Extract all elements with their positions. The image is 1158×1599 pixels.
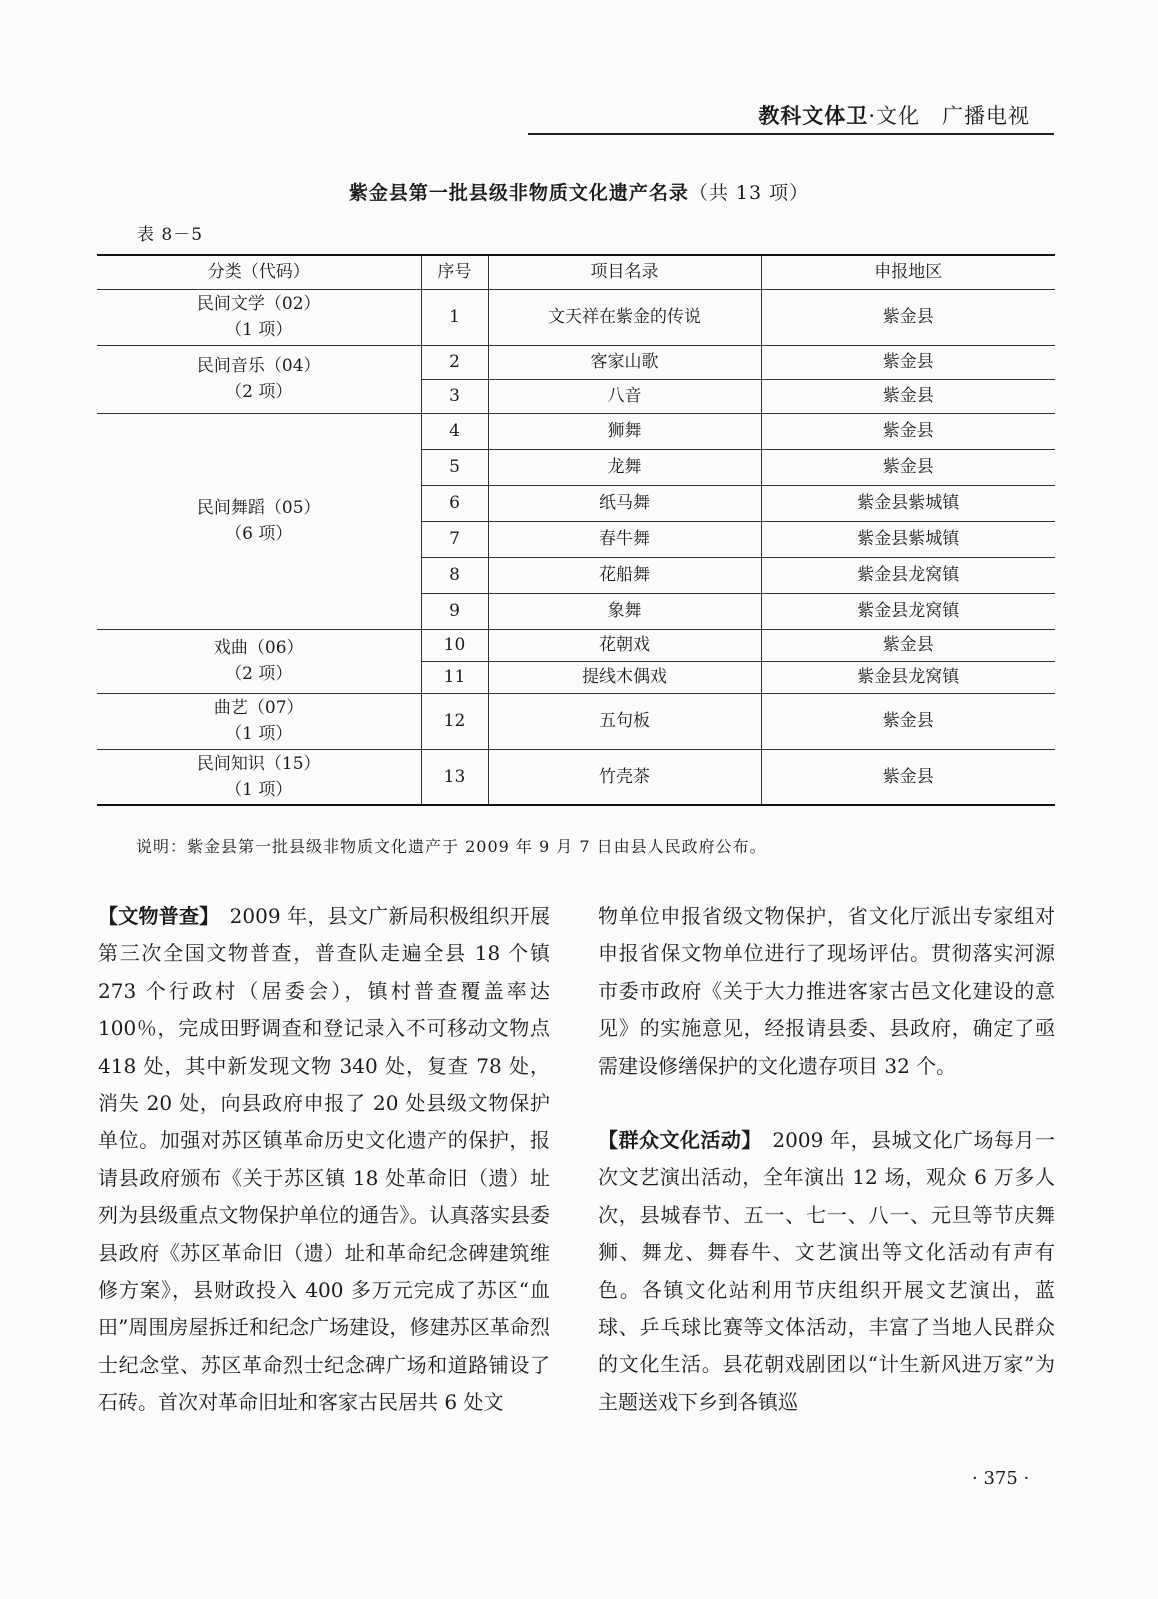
header-subsection: ·文化 广播电视 [868, 104, 1030, 128]
region-cell: 紫金县 [761, 449, 1055, 485]
number-cell: 9 [421, 593, 488, 629]
item-cell: 花船舞 [488, 557, 761, 593]
category-count: （6 项） [225, 524, 293, 544]
region-cell: 紫金县龙窝镇 [761, 593, 1055, 629]
number-cell: 1 [421, 289, 488, 345]
item-cell: 五句板 [488, 693, 761, 749]
table-caption-suffix: （共 13 项） [688, 182, 810, 204]
col-header-category: 分类（代码） [97, 255, 421, 289]
header-rule [528, 133, 1054, 135]
category-cell [97, 629, 421, 693]
article-column-right [598, 898, 1055, 1421]
region-cell: 紫金县紫城镇 [761, 485, 1055, 521]
category-cell [97, 693, 421, 749]
category-name: 民间知识（15） [196, 753, 321, 774]
item-cell: 纸马舞 [488, 485, 761, 521]
number-cell: 4 [421, 413, 488, 449]
category-cell [97, 413, 421, 629]
category-count: （1 项） [225, 779, 293, 800]
paragraph-text: 2009 年，县文广新局积极组织开展第三次全国文物普查，普查队走遍全县 18 个镇 273 个行政村（居委会），镇村普查覆盖率达 100％，完成田野调查和登记录入不可移动文物点 418 处，其中新发现文物 340 处，复查 78 处，消失 20 处，向县政府申报了 20 处县级文物保护单位。加强对苏区镇革命历史文化遗产的保护，报请县政府颁布《关于苏区镇 18 处革命旧（遗）址列为县级重点文物保护单位的通告》。认真落实县委县政府《苏区革命旧（遗）址和革命纪念碑建筑维修方案》，县财政投入 400 多万元完成了苏区“血田”周围房屋拆迁和纪念广场建设，修建苏区革命烈士纪念堂、苏区革命烈士纪念碑广场和道路铺设了石砖。首次对革命旧址和客家古民居共 6 处文 [98, 904, 551, 1415]
section-heading: 【群众文化活动】 [598, 1128, 752, 1153]
number-cell: 7 [421, 521, 488, 557]
region-cell: 紫金县 [761, 345, 1055, 379]
region-cell: 紫金县龙窝镇 [761, 557, 1055, 593]
region-cell: 紫金县 [761, 749, 1055, 805]
region-cell: 紫金县 [761, 413, 1055, 449]
col-header-number: 序号 [421, 255, 488, 289]
table-row [97, 749, 1055, 805]
number-cell: 5 [421, 449, 488, 485]
table-row [97, 345, 1055, 379]
col-header-region: 申报地区 [761, 255, 1055, 289]
number-cell: 8 [421, 557, 488, 593]
region-cell: 紫金县 [761, 693, 1055, 749]
number-cell: 12 [421, 693, 488, 749]
region-cell: 紫金县紫城镇 [761, 521, 1055, 557]
paragraph-heritage-survey-cont: 物单位申报省级文物保护，省文化厅派出专家组对申报省保文物单位进行了现场评估。贯彻落实河源市委市政府《关于大力推进客家古邑文化建设的意见》的实施意见，经报请县委、县政府，确定了亟需建设修缮保护的文化遗存项目 32 个。 [598, 904, 1055, 1078]
item-cell: 文天祥在紫金的传说 [488, 289, 761, 345]
paragraph-gap [598, 1085, 1055, 1122]
article-column-left [98, 898, 550, 1422]
heritage-table [97, 254, 1055, 806]
item-cell: 春牛舞 [488, 521, 761, 557]
page-number: · 375 · [972, 1468, 1030, 1489]
category-name: 民间音乐（04） [196, 356, 321, 376]
region-cell: 紫金县 [761, 289, 1055, 345]
table-caption [0, 178, 1158, 205]
section-heading: 【文物普查】 [98, 904, 210, 928]
number-cell: 13 [421, 749, 488, 805]
paragraph-text: 2009 年，县城文化广场每月一次文艺演出活动，全年演出 12 场，观众 6 万多人次，县城春节、五一、七一、八一、元旦等节庆舞狮、舞龙、舞春牛、文艺演出等文化活动有声有色。各镇文化站利用节庆组织开展文艺演出，蓝球、乒乓球比赛等文体活动，丰富了当地人民群众的文化生活。县花朝戏剧团以“计生新风进万家”为主题送戏下乡到各镇巡 [598, 1128, 1056, 1414]
category-count: （1 项） [225, 724, 293, 744]
number-cell: 6 [421, 485, 488, 521]
number-cell: 11 [421, 661, 488, 693]
running-header [758, 100, 1030, 130]
col-header-item: 项目名录 [488, 255, 761, 289]
table-row [97, 289, 1055, 345]
item-cell: 狮舞 [488, 413, 761, 449]
table-row [97, 693, 1055, 749]
region-cell: 紫金县龙窝镇 [761, 661, 1055, 693]
category-count: （1 项） [225, 320, 293, 340]
category-cell [97, 345, 421, 413]
category-name: 戏曲（06） [213, 638, 304, 658]
category-cell [97, 749, 421, 805]
item-cell: 八音 [488, 379, 761, 413]
category-count: （2 项） [225, 382, 293, 402]
category-name: 民间舞蹈（05） [196, 498, 321, 518]
paragraph-heritage-survey [98, 898, 550, 1422]
item-cell: 花朝戏 [488, 629, 761, 661]
number-cell: 2 [421, 345, 488, 379]
table-row [97, 413, 1055, 449]
item-cell: 象舞 [488, 593, 761, 629]
paragraph-mass-culture [598, 1122, 1055, 1421]
table-row [97, 629, 1055, 661]
table-number: 表 8－5 [137, 225, 204, 245]
table-note: 说明：紫金县第一批县级非物质文化遗产于 2009 年 9 月 7 日由县人民政府公布。 [136, 837, 767, 856]
region-cell: 紫金县 [761, 379, 1055, 413]
category-count: （2 项） [225, 664, 293, 684]
category-name: 曲艺（07） [213, 698, 304, 718]
number-cell: 10 [421, 629, 488, 661]
item-cell: 竹壳茶 [488, 749, 761, 805]
item-cell: 提线木偶戏 [488, 661, 761, 693]
category-cell [97, 289, 421, 345]
number-cell: 3 [421, 379, 488, 413]
category-name: 民间文学（02） [196, 294, 321, 314]
item-cell: 龙舞 [488, 449, 761, 485]
table-header-row [97, 255, 1055, 289]
region-cell: 紫金县 [761, 629, 1055, 661]
header-section: 教科文体卫 [758, 103, 869, 128]
table-caption-main: 紫金县第一批县级非物质文化遗产名录 [348, 182, 689, 204]
item-cell: 客家山歌 [488, 345, 761, 379]
